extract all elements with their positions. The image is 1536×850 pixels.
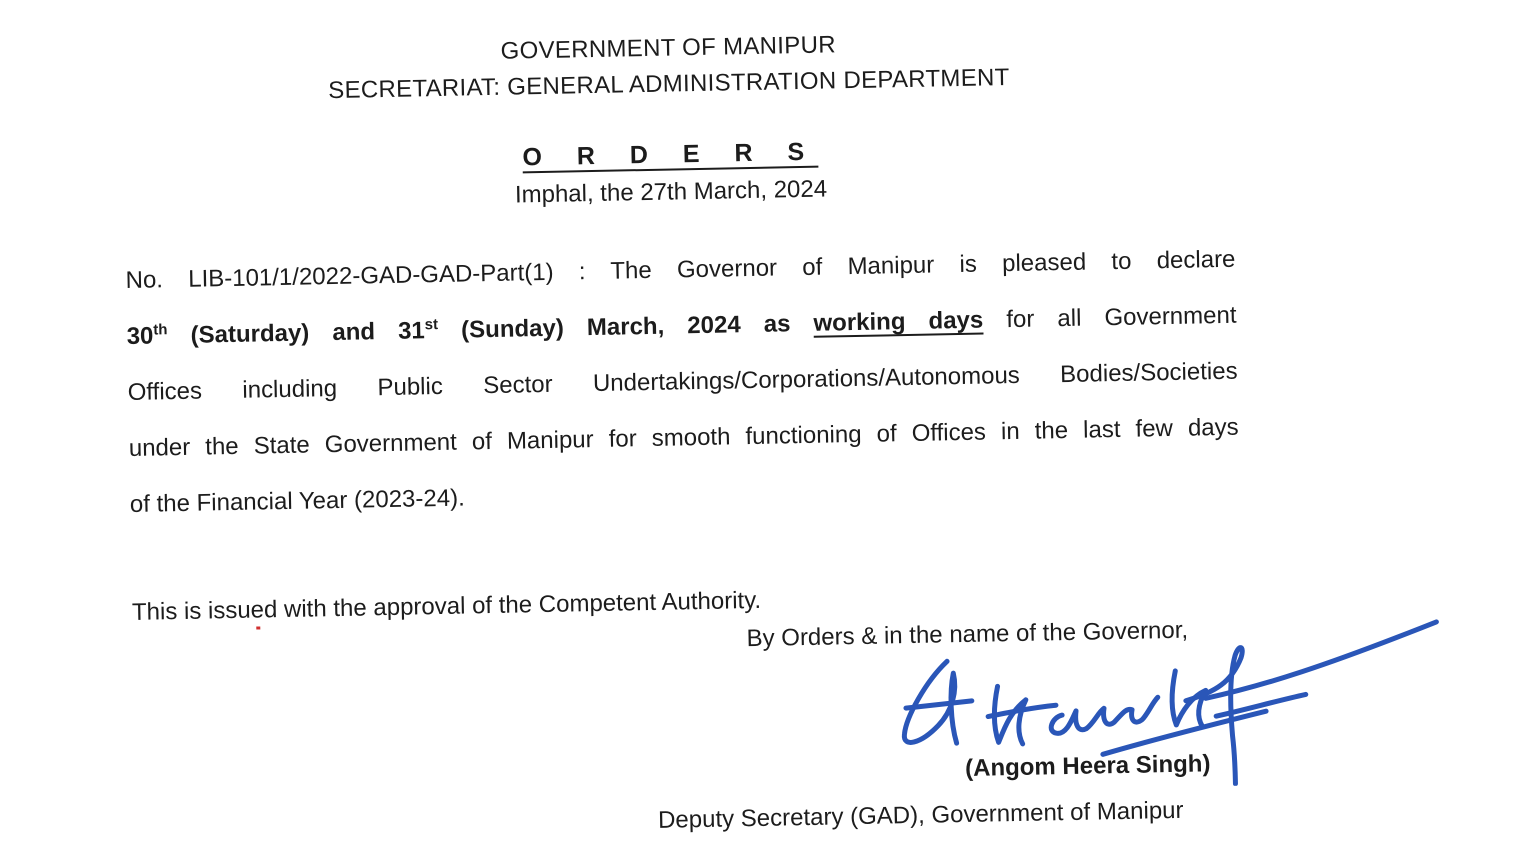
signatory-name: (Angom Heera Singh) xyxy=(964,750,1211,782)
orders-title: O R D E R S xyxy=(522,137,819,172)
date-sunday: 31st (Sunday) March, 2024 as xyxy=(397,309,814,345)
date-saturday: 30th (Saturday) and xyxy=(126,317,399,350)
working-days-emphasis: working days xyxy=(813,306,984,337)
approval-statement: This is issued with the approval of the Competent Authority. xyxy=(131,586,762,626)
order-line-2 xyxy=(126,302,1236,351)
order-line-2-tail: for all Government xyxy=(1006,301,1237,334)
order-line-5: of the Financial Year (2023-24). xyxy=(129,484,465,518)
order-line-3: Offices including Public Sector Undertakings/Corporations/Autonomous Bodies/Societies xyxy=(127,357,1238,406)
ink-speck xyxy=(256,626,260,629)
place-date-line: Imphal, the 27th March, 2024 xyxy=(514,175,828,209)
by-orders-line: By Orders & in the name of the Governor, xyxy=(746,616,1189,653)
order-line-1: No. LIB-101/1/2022-GAD-GAD-Part(1) : The Governor of Manipur is pleased to declare xyxy=(125,245,1236,295)
government-header: GOVERNMENT OF MANIPUR xyxy=(500,31,837,65)
department-header: SECRETARIAT: GENERAL ADMINISTRATION DEPARTMENT xyxy=(327,63,1010,105)
order-line-4: under the State Government of Manipur for smooth functioning of Offices in the last few days xyxy=(128,413,1239,462)
signatory-designation: Deputy Secretary (GAD), Government of Manipur xyxy=(657,796,1184,834)
